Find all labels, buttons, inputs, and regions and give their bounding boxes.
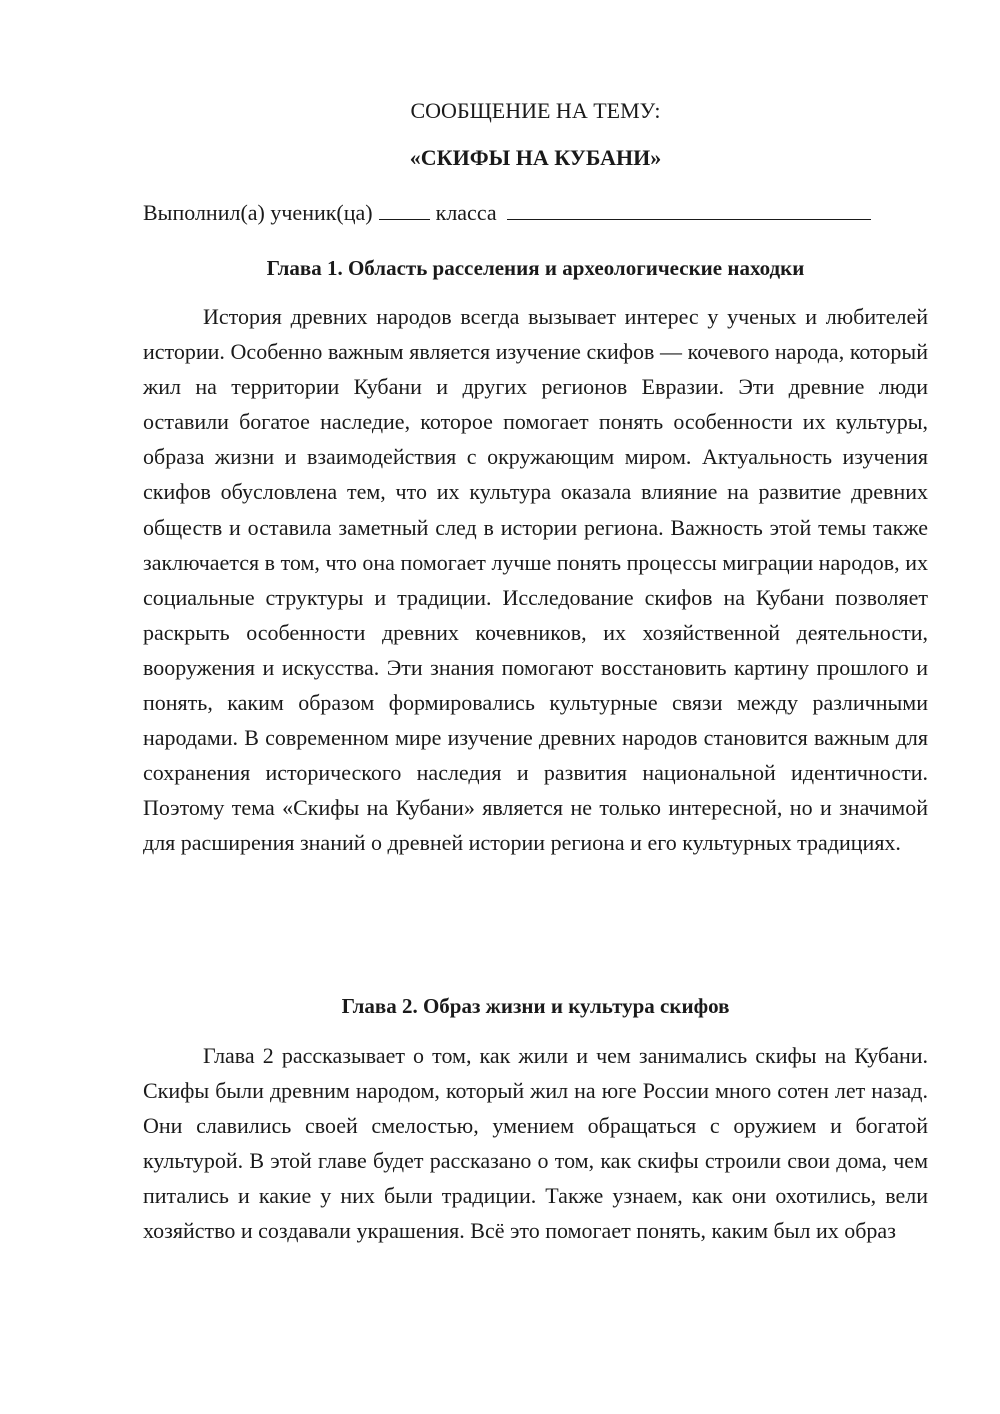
author-line: [143, 198, 928, 228]
chapter-2-heading: Глава 2. Образ жизни и культура скифов: [341, 994, 730, 1018]
author-label: Выполнил(а) ученик(ца): [143, 200, 373, 225]
grade-blank-field: [379, 200, 430, 220]
document-page: [143, 0, 928, 1414]
chapter-2-paragraph: Глава 2 рассказывает о том, как жили и чем занимались скифы на Кубани. Скифы были древним народом, который жил на юге России много сотен лет назад. Они славились своей смелостью, умением обращаться с оружием и богатой культурой. В этой главе будет рассказано о том, как скифы строили свои дома, чем питались и какие у них были традиции. Также узнаем, как они охотились, вели хозяйство и создавали украшения. Всё это помогает понять, каким был их образ: [143, 1043, 928, 1244]
chapter-1-heading: Глава 1. Область расселения и археологические находки: [266, 256, 805, 280]
name-blank-field: [507, 200, 871, 220]
chapter-1-paragraph: История древних народов всегда вызывает интерес у ученых и любителей истории. Особенно важным является изучение скифов — кочевого народа, который жил на территории Кубани и других регионов Евразии. Эти древние люди оставили богатое наследие, которое помогает понять особенности их культуры, образа жизни и взаимодействия с окружающим миром. Актуальность изучения скифов обусловлена тем, что их культура оказала влияние на развитие древних обществ и оставила заметный след в истории региона. Важность этой темы также заключается в том, что она помогает лучше понять процессы миграции народов, их социальные структуры и традиции. Исследование скифов на Кубани позволяет раскрыть особенности древних кочевников, их хозяйственной деятельности, вооружения и искусства. Эти знания помогают восстановить картину прошлого и понять, каким образом формировались культурные связи между различными народами. В современном мире изучение древних народов становится важным для сохранения исторического наследия и развития национальной идентичности. Поэтому тема «Скифы на Кубани» является не только интересной, но и значимой для расширения знаний о древней истории региона и его культурных традициях.: [143, 304, 928, 856]
class-label: класса: [435, 200, 497, 225]
document-title-line-1: СООБЩЕНИЕ НА ТЕМУ:: [410, 98, 661, 123]
document-title-topic: «СКИФЫ НА КУБАНИ»: [409, 145, 662, 170]
